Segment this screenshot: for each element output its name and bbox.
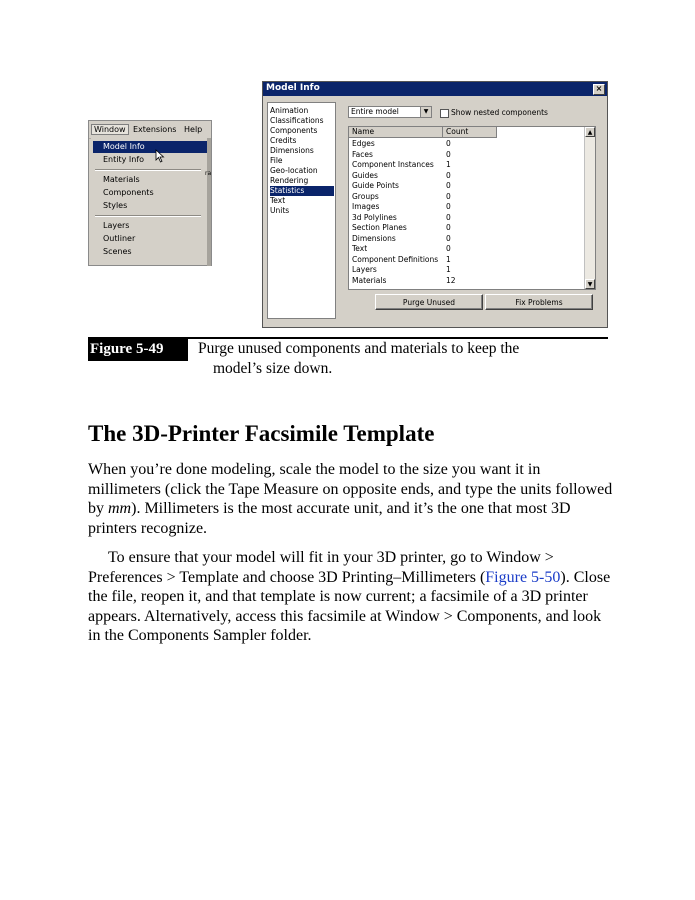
menu-item-layers[interactable]: Layers — [103, 221, 130, 230]
row-name: Layers — [352, 265, 377, 274]
menu-item-entity-info[interactable]: Entity Info — [103, 155, 145, 164]
table-row — [352, 244, 582, 254]
row-name: Section Planes — [352, 223, 407, 232]
category-components[interactable]: Components — [270, 126, 318, 135]
row-count: 0 — [446, 233, 451, 243]
window-menu-screenshot — [88, 120, 212, 266]
row-count: 0 — [446, 149, 451, 159]
figure-5-50-link[interactable]: Figure 5-50 — [485, 568, 561, 586]
category-classifications[interactable]: Classifications — [270, 116, 324, 125]
row-name: Text — [352, 244, 368, 253]
row-count: 0 — [446, 139, 451, 148]
section-title: The 3D-Printer Facsimile Template — [88, 421, 435, 446]
row-count: 0 — [446, 223, 451, 232]
caption-line-1: Purge unused components and materials to keep the — [198, 340, 520, 357]
mouse-cursor-icon — [155, 149, 165, 163]
row-name: Materials — [352, 275, 387, 285]
row-name: Edges — [352, 139, 375, 148]
close-icon[interactable]: × — [593, 84, 605, 95]
row-name: Dimensions — [352, 233, 396, 243]
menu-item-materials[interactable]: Materials — [103, 175, 140, 184]
table-row — [352, 171, 582, 181]
table-scrollbar[interactable] — [584, 127, 595, 289]
row-name: Component Definitions — [352, 254, 439, 264]
category-list — [267, 102, 336, 319]
background-window-text: ra — [205, 170, 212, 177]
row-count: 0 — [446, 191, 451, 201]
category-statistics[interactable]: Statistics — [270, 186, 334, 196]
scope-select[interactable] — [348, 106, 432, 118]
row-count: 0 — [446, 202, 451, 211]
category-animation[interactable]: Animation — [270, 106, 309, 115]
table-row — [352, 192, 582, 202]
figure-caption — [198, 339, 598, 379]
scope-select-value: Entire model — [351, 107, 399, 116]
table-row — [352, 223, 582, 233]
dialog-titlebar[interactable] — [263, 82, 607, 96]
menu-item-outliner[interactable]: Outliner — [103, 234, 136, 243]
menu-extensions[interactable]: Extensions — [133, 125, 177, 134]
figure-label: Figure 5-49 — [88, 339, 188, 361]
row-count: 1 — [446, 254, 451, 264]
table-row — [352, 265, 582, 275]
category-text[interactable]: Text — [270, 196, 286, 205]
menu-item-components[interactable]: Components — [103, 188, 154, 197]
table-row — [352, 213, 582, 223]
table-row — [352, 160, 582, 170]
menu-item-model-info[interactable]: Model Info — [93, 141, 211, 153]
menu-separator — [95, 215, 201, 217]
table-row — [352, 255, 582, 265]
table-header — [349, 127, 585, 138]
paragraph-2-text: To ensure that your model will fit in your 3D printer, go to Window > Preferences > Template and choose 3D Printing–Millimeters ( — [88, 549, 554, 586]
row-count: 1 — [446, 160, 451, 169]
scroll-up-icon[interactable]: ▲ — [585, 127, 595, 137]
row-count: 1 — [446, 265, 451, 274]
menu-bar — [89, 121, 211, 139]
caption-line-2: model’s size down. — [213, 360, 333, 377]
background-window-edge — [207, 138, 211, 266]
purge-unused-button[interactable]: Purge Unused — [375, 294, 483, 310]
menu-help[interactable]: Help — [184, 125, 203, 134]
menu-item-styles[interactable]: Styles — [103, 201, 128, 210]
show-nested-checkbox[interactable] — [440, 109, 449, 118]
table-row — [352, 276, 582, 286]
column-header-name[interactable]: Name — [349, 127, 443, 138]
fix-problems-button[interactable]: Fix Problems — [485, 294, 593, 310]
show-nested-label: Show nested components — [451, 108, 548, 117]
row-name: 3d Polylines — [352, 212, 397, 222]
row-name: Guide Points — [352, 181, 399, 190]
category-geo-location[interactable]: Geo-location — [270, 166, 318, 175]
row-name: Faces — [352, 149, 373, 159]
row-count: 0 — [446, 244, 451, 253]
row-count: 0 — [446, 212, 451, 222]
chevron-down-icon[interactable]: ▼ — [420, 107, 431, 117]
paragraph-1-emphasis: mm — [108, 500, 132, 518]
row-name: Images — [352, 202, 380, 211]
row-name: Guides — [352, 170, 378, 180]
statistics-table — [348, 126, 596, 290]
dialog-title: Model Info — [266, 83, 320, 93]
menu-item-scenes[interactable]: Scenes — [103, 247, 132, 256]
table-row — [352, 181, 582, 191]
menu-separator — [95, 169, 201, 171]
table-row — [352, 202, 582, 212]
category-file[interactable]: File — [270, 156, 283, 165]
model-info-dialog — [262, 81, 608, 328]
scroll-down-icon[interactable]: ▼ — [585, 279, 595, 289]
row-count: 12 — [446, 275, 456, 285]
table-row — [352, 234, 582, 244]
table-row — [352, 150, 582, 160]
table-row — [352, 139, 582, 149]
row-name: Component Instances — [352, 160, 434, 169]
window-dropdown — [91, 138, 212, 263]
column-header-count[interactable]: Count — [443, 127, 497, 138]
paragraph-1-text-end: ). Millimeters is the most accurate unit, and it’s the one that most 3D printers recognize. — [88, 500, 571, 537]
category-credits[interactable]: Credits — [270, 136, 297, 145]
paragraph-2 — [88, 548, 613, 646]
paragraph-1 — [88, 460, 613, 538]
paragraph-2-text-end: ). Close the file, reopen it, and that template is now current; a facsimile of a 3D printer appears. Alternatively, access this facsimile at Window > Components, and look in the Components Sampler folder. — [88, 568, 611, 645]
row-count: 0 — [446, 181, 451, 190]
menu-window[interactable]: Window — [91, 124, 129, 135]
row-count: 0 — [446, 170, 451, 180]
row-name: Groups — [352, 191, 379, 201]
category-rendering[interactable]: Rendering — [270, 176, 309, 185]
paragraph-1-text: When you’re done modeling, scale the model to the size you want it in millimeters (click the Tape Measure on opposite ends, and type the units followed by — [88, 461, 613, 518]
category-dimensions[interactable]: Dimensions — [270, 146, 314, 155]
category-units[interactable]: Units — [270, 206, 290, 215]
